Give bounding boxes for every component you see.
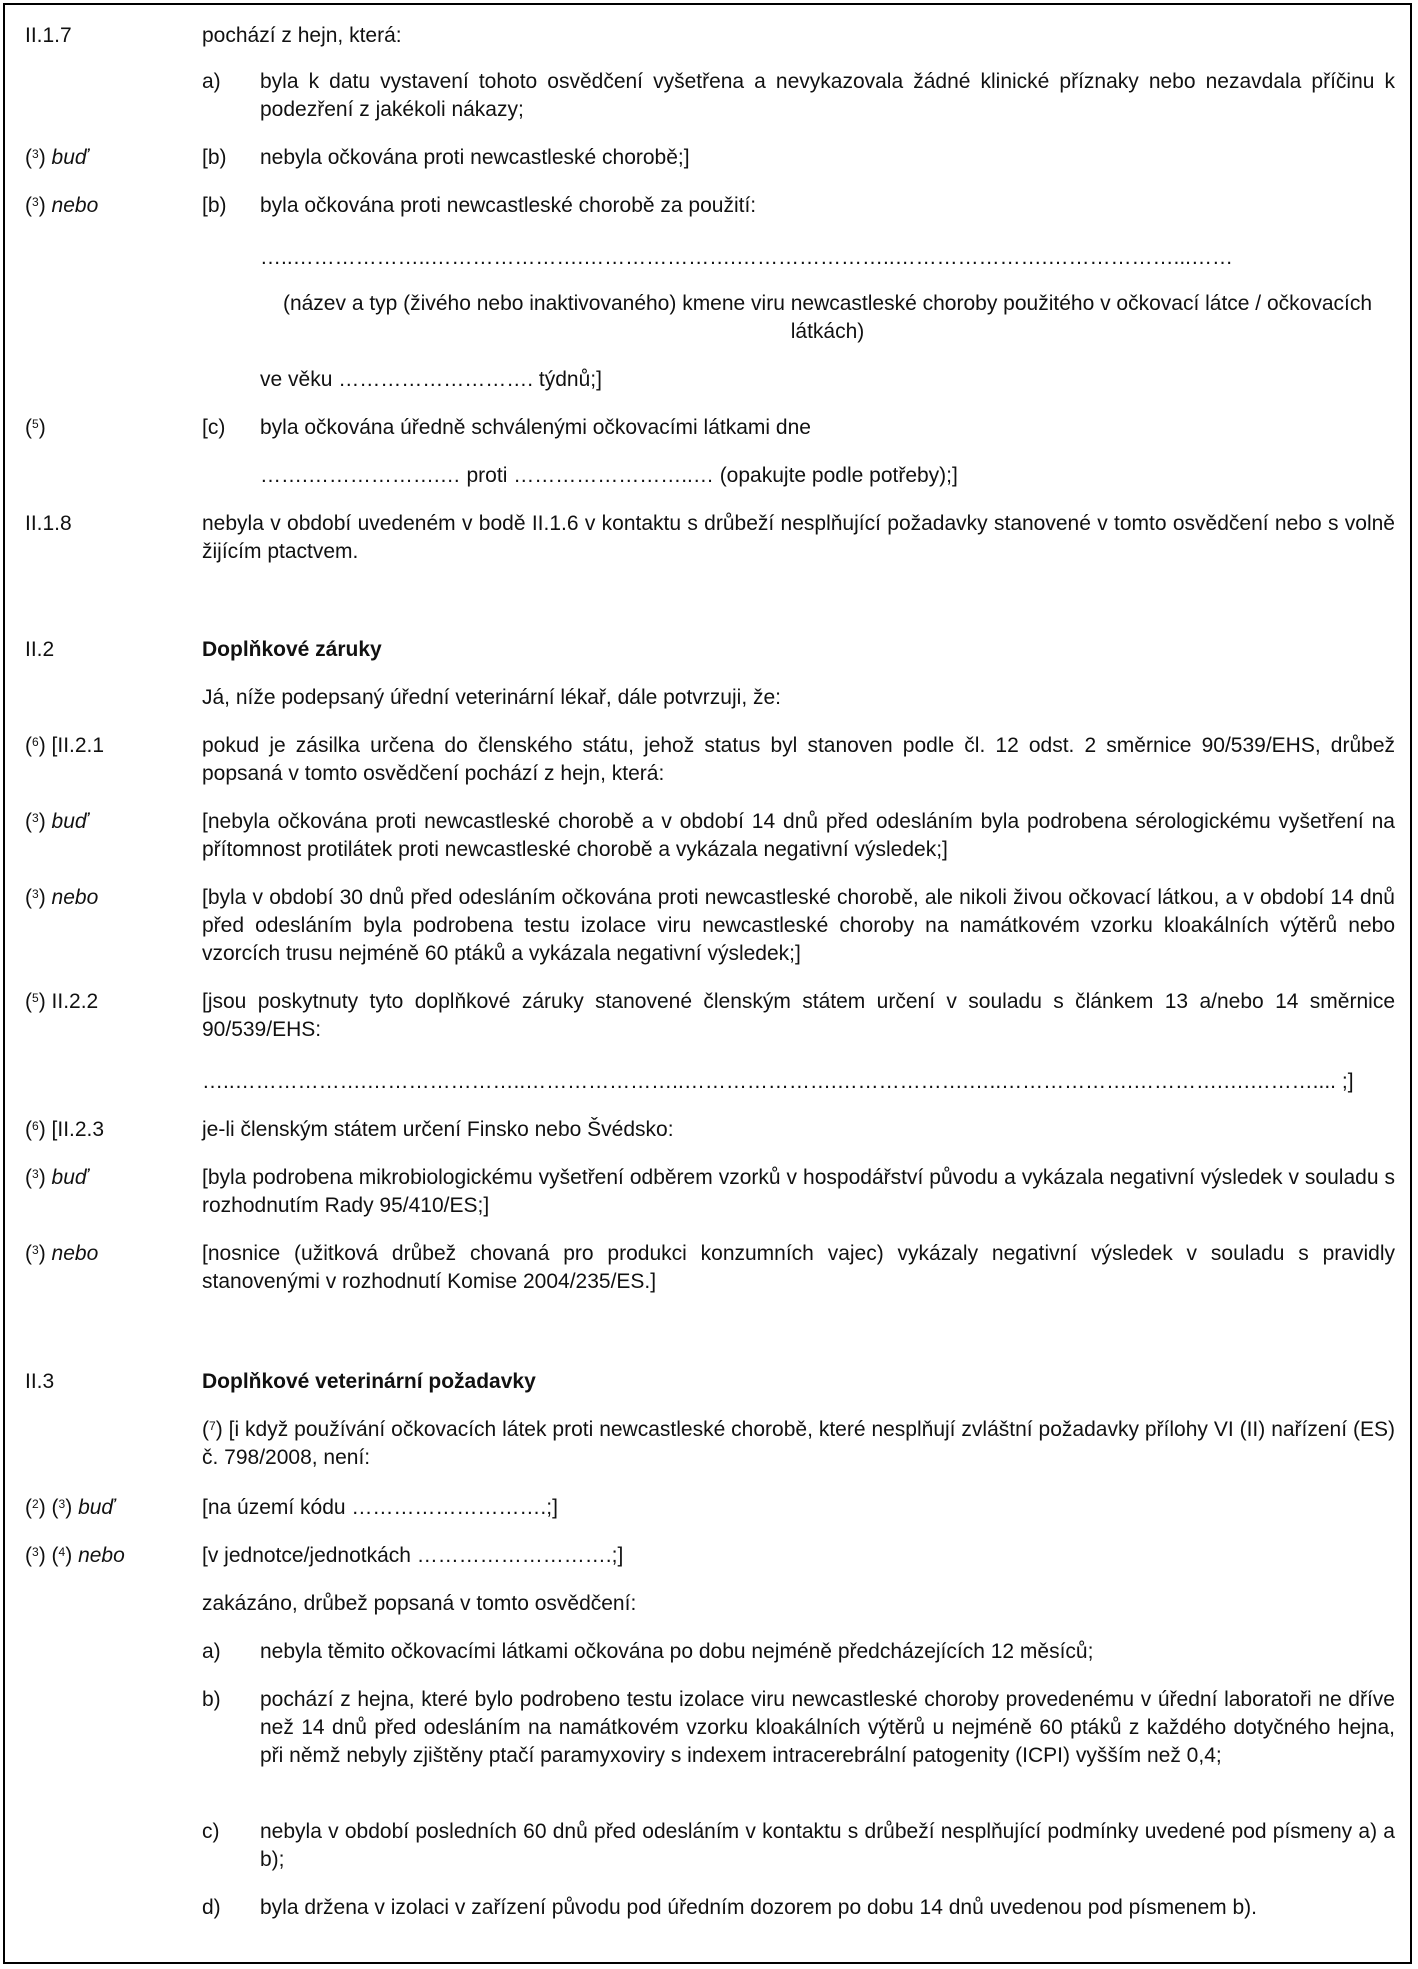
text-content: pochází z hejn, která: bbox=[202, 24, 402, 47]
text-line bbox=[202, 1818, 220, 1846]
option-label: buď bbox=[51, 146, 89, 169]
text-line bbox=[260, 462, 958, 490]
text-content: nebyla v období uvedeném v bodě II.1.6 v kontaktu s drůbeží nesplňující požadavky stanovené v tomto osvědčení nebo s volně žijícím ptactvem. bbox=[202, 512, 1395, 563]
text-line: ($^5$) bbox=[25, 416, 46, 439]
footnote-ref: 3 bbox=[32, 811, 39, 825]
footnote-ref: 3 bbox=[32, 1243, 39, 1257]
text-line bbox=[260, 414, 811, 442]
text-line bbox=[202, 1240, 1395, 1296]
text-content: zakázáno, drůbež popsaná v tomto osvědčení: bbox=[202, 1592, 637, 1615]
footnote-ref: 6 bbox=[32, 1119, 39, 1133]
text-line bbox=[25, 636, 54, 664]
text-line bbox=[202, 884, 1395, 968]
text-line bbox=[202, 1590, 636, 1618]
option-label: buď bbox=[78, 1496, 115, 1519]
text-content: (název a typ (živého nebo inaktivovaného) kmene viru newcastleské choroby použitého v očkovací látce / očkovacích látkách) bbox=[282, 292, 1373, 343]
text-line bbox=[202, 68, 221, 96]
text-line bbox=[202, 1494, 558, 1522]
text-content: d) bbox=[202, 1896, 221, 1919]
text-line bbox=[25, 510, 72, 538]
text-line bbox=[202, 1542, 623, 1570]
option-label: nebo bbox=[51, 194, 99, 217]
text-line bbox=[260, 1686, 1395, 1770]
text-content: pokud je zásilka určena do členského státu, jehož status byl stanoven podle čl. 12 odst. 2 směrnice 90/539/EHS, drůbež popsaná v tomto osvědčení pochází z hejn, která: bbox=[202, 734, 1395, 785]
text-content: byla k datu vystavení tohoto osvědčení vyšetřena a nevykazovala žádné klinické příznaky nebo nezavdala příčinu k podezření z jakékoli nákazy; bbox=[260, 70, 1395, 121]
text-line: ($^5$) II.2.2 bbox=[25, 990, 99, 1013]
text-content: II.2 bbox=[25, 638, 55, 661]
text-line bbox=[25, 22, 72, 50]
text-line: ($^6$) [II.2.1 bbox=[25, 734, 105, 757]
text-content: b) bbox=[202, 1688, 221, 1711]
text-line bbox=[202, 1068, 1354, 1096]
text-line: ($^3$) nebo bbox=[25, 194, 99, 217]
text-content: ve věku ………………………. týdnů;] bbox=[260, 368, 602, 391]
option-label: buď bbox=[51, 1166, 89, 1189]
footnote-ref: 3 bbox=[32, 887, 39, 901]
text-line: ($^3$) buď bbox=[25, 810, 89, 833]
text-line bbox=[202, 636, 382, 664]
text-line bbox=[260, 1818, 1395, 1874]
text-content: [v jednotce/jednotkách ……………………….;] bbox=[202, 1544, 624, 1567]
text-content: je-li členským státem určení Finsko nebo Švédsko: bbox=[202, 1118, 674, 1141]
footnote-ref: 3 bbox=[32, 147, 39, 161]
text-content: a) bbox=[202, 1640, 221, 1663]
text-line: ($^3$) nebo bbox=[25, 886, 99, 909]
text-line bbox=[202, 808, 1395, 864]
footnote-ref: 4 bbox=[58, 1545, 66, 1559]
text-line bbox=[260, 366, 602, 394]
text-line: ($^3$) ($^4$) nebo bbox=[25, 1544, 125, 1567]
footnote-ref: 5 bbox=[32, 991, 39, 1005]
text-line bbox=[202, 1164, 1395, 1220]
text-line: ($^3$) nebo bbox=[25, 1242, 99, 1265]
option-label: nebo bbox=[51, 886, 99, 909]
text-line bbox=[260, 290, 1395, 346]
text-content: [II.2.3 bbox=[51, 1118, 105, 1141]
text-content: a) bbox=[202, 70, 221, 93]
text-content: [c) bbox=[202, 416, 226, 439]
option-label: nebo bbox=[51, 1242, 99, 1265]
text-content: [jsou poskytnuty tyto doplňkové záruky stanovené členským státem určení v souladu s článkem 13 a/nebo 14 směrnice 90/539/EHS: bbox=[202, 990, 1395, 1041]
text-line bbox=[202, 510, 1395, 566]
text-line bbox=[202, 1116, 674, 1144]
text-line bbox=[202, 988, 1395, 1044]
text-content: II.1.8 bbox=[25, 512, 72, 535]
text-line bbox=[25, 1368, 54, 1396]
footnote-ref: 2 bbox=[32, 1497, 39, 1511]
text-content: …..………………..………………….………………….…………………..………………….………………...…… bbox=[260, 246, 1234, 269]
footnote-ref: 3 bbox=[58, 1497, 66, 1511]
footnote-ref: 3 bbox=[32, 1545, 39, 1559]
text-line bbox=[260, 144, 690, 172]
text-content: II.3 bbox=[25, 1370, 55, 1393]
text-line bbox=[260, 244, 1233, 272]
text-line bbox=[202, 1686, 221, 1714]
text-content: [byla v období 30 dnů před odesláním očkována proti newcastleské chorobě, ale nikoli živou očkovací látkou, a v období 14 dnů před odesláním byla podrobena testu izolace viru newcastleské choroby na namátkovém vzorku kloakálních výtěrů nebo vzorcích trusu nejméně 60 ptáků a vykázala negativní výsledek;] bbox=[202, 886, 1395, 965]
text-content: c) bbox=[202, 1820, 220, 1843]
text-line: ($^6$) [II.2.3 bbox=[25, 1118, 105, 1141]
text-content: nebyla v období posledních 60 dnů před odesláním v kontaktu s drůbeží nesplňující podmínky uvedené pod písmeny a) a b); bbox=[260, 1820, 1395, 1871]
text-content: [nebyla očkována proti newcastleské chorobě a v období 14 dnů před odesláním byla podrobena sérologickému vyšetření na přítomnost protilátek proti newcastleské chorobě a vykázala negativní výsledek;] bbox=[202, 810, 1395, 861]
text-content: [i když používání očkovacích látek proti newcastleské chorobě, které nesplňují zvláštní požadavky přílohy VI (II) nařízení (ES) č. 798/2008, není: bbox=[202, 1418, 1395, 1469]
text-content: II.1.7 bbox=[25, 24, 72, 47]
text-line bbox=[260, 68, 1395, 124]
text-line bbox=[260, 192, 756, 220]
text-content: [nosnice (užitková drůbež chovaná pro produkci konzumních vajec) vykázaly negativní výsledek v souladu s pravidly stanovenými v rozhodnutí Komise 2004/235/ES.] bbox=[202, 1242, 1395, 1293]
text-line bbox=[260, 1894, 1257, 1922]
text-content: [b) bbox=[202, 194, 227, 217]
text-content: byla držena v izolaci v zařízení původu pod úředním dozorem po dobu 14 dnů uvedenou pod písmenem b). bbox=[260, 1896, 1257, 1919]
footnote-ref: 7 bbox=[209, 1419, 216, 1433]
text-content: [b) bbox=[202, 146, 227, 169]
text-content: [II.2.1 bbox=[51, 734, 105, 757]
text-line bbox=[202, 414, 225, 442]
text-line bbox=[202, 192, 227, 220]
text-content: nebyla očkována proti newcastleské chorobě;] bbox=[260, 146, 690, 169]
text-line: ($^7$) [i když používání očkovacích látek proti newcastleské chorobě, které nesplňují zvláštní požadavky přílohy VI (II) nařízení (ES) č. 798/2008, není: bbox=[202, 1418, 1395, 1469]
text-content: nebyla těmito očkovacími látkami očkována po dobu nejméně předcházejících 12 měsíců; bbox=[260, 1640, 1094, 1663]
text-content: …..……………….…………………..…………………..………………….……………….…..……………….………….….……….... ;] bbox=[202, 1070, 1354, 1093]
text-content: …….……………….… proti ……………………..… (opakujte podle potřeby);] bbox=[260, 464, 958, 487]
text-line: ($^3$) buď bbox=[25, 146, 89, 169]
text-line bbox=[202, 22, 402, 50]
text-content: byla očkována proti newcastleské chorobě za použití: bbox=[260, 194, 757, 217]
text-line: ($^3$) buď bbox=[25, 1166, 89, 1189]
section-heading: Doplňkové veterinární požadavky bbox=[202, 1370, 536, 1393]
option-label: buď bbox=[51, 810, 89, 833]
text-content: byla očkována úředně schválenými očkovacími látkami dne bbox=[260, 416, 811, 439]
footnote-ref: 6 bbox=[32, 735, 39, 749]
footnote-ref: 3 bbox=[32, 195, 39, 209]
text-content: [byla podrobena mikrobiologickému vyšetření odběrem vzorků v hospodářství původu a vykázala negativní výsledek v souladu s rozhodnutím Rady 95/410/ES;] bbox=[202, 1166, 1395, 1217]
text-line bbox=[202, 1368, 536, 1396]
section-heading: Doplňkové záruky bbox=[202, 638, 382, 661]
text-line bbox=[202, 1894, 221, 1922]
text-line bbox=[202, 684, 781, 712]
text-content: [na území kódu ……………………….;] bbox=[202, 1496, 558, 1519]
text-line bbox=[202, 732, 1395, 788]
footnote-ref: 3 bbox=[32, 1167, 39, 1181]
text-line bbox=[202, 1638, 221, 1666]
text-line: ($^2$) ($^3$) buď bbox=[25, 1496, 115, 1519]
text-content: II.2.2 bbox=[51, 990, 99, 1013]
text-content: Já, níže podepsaný úřední veterinární lékař, dále potvrzuji, že: bbox=[202, 686, 781, 709]
footnote-ref: 5 bbox=[32, 417, 39, 431]
text-line bbox=[202, 144, 227, 172]
text-line bbox=[260, 1638, 1093, 1666]
option-label: nebo bbox=[78, 1544, 125, 1567]
text-content: pochází z hejna, které bylo podrobeno testu izolace viru newcastleské choroby provedenému v úřední laboratoři ne dříve než 14 dnů před odesláním na namátkovém vzorku kloakálních výtěrů u nejméně 60 ptáků z každého dotyčného hejna, při němž nebyly zjištěny ptačí paramyxoviry s indexem intracerebrální patogenity (ICPI) vyšším než 0,4; bbox=[260, 1688, 1395, 1767]
